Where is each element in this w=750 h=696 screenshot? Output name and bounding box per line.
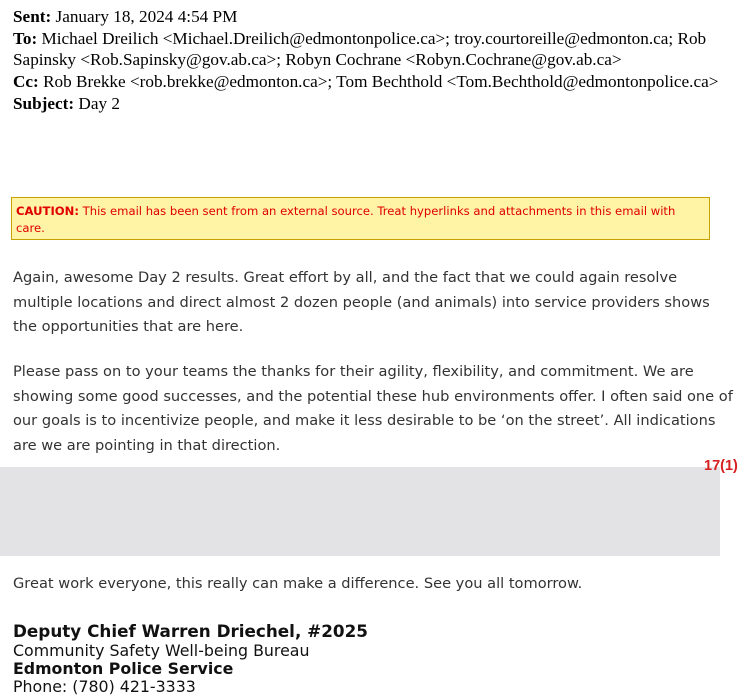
- to-label: To:: [13, 28, 38, 48]
- cc-row: [13, 71, 738, 93]
- signature-block: [13, 621, 733, 696]
- signature-bureau: Community Safety Well-being Bureau: [13, 641, 310, 660]
- subject-value: Day 2: [78, 93, 120, 113]
- subject-label: Subject:: [13, 93, 75, 113]
- sent-label: Sent:: [13, 7, 52, 26]
- sent-value: January 18, 2024 4:54 PM: [55, 7, 238, 26]
- to-row: [13, 28, 738, 71]
- redacted-block: [0, 467, 720, 556]
- email-header: [13, 6, 738, 115]
- signature-organization: Edmonton Police Service: [13, 659, 234, 678]
- external-caution-banner: [11, 197, 710, 240]
- signature-phone: Phone: (780) 421-3333: [13, 677, 196, 696]
- signature-name: Deputy Chief Warren Driechel, #2025: [13, 621, 368, 641]
- caution-text: This email has been sent from an external source. Treat hyperlinks and attachments in this email with care.: [16, 204, 676, 235]
- closing-line: Great work everyone, this really can make a difference. See you all tomorrow.: [13, 575, 583, 592]
- cc-label: Cc:: [13, 72, 39, 92]
- cc-value: Rob Brekke <rob.brekke@edmonton.ca>; Tom Bechthold <Tom.Bechthold@edmontonpolice.ca>: [43, 72, 719, 92]
- sent-row: [13, 6, 738, 28]
- body-paragraph-2: Please pass on to your teams the thanks for their agility, flexibility, and commitment. We are showing some good successes, and the potential these hub environments offer. I often said one of our goals is to incentivize people, and make it less desirable to be ‘on the street’. All indications are we are pointing in that direction.: [13, 363, 733, 454]
- to-value: Michael Dreilich <Michael.Dreilich@edmontonpolice.ca>; troy.courtoreille@edmonton.ca; Rob Sapinsky <Rob.Sapinsky@gov.ab.ca>; Robyn Cochrane <Robyn.Cochrane@gov.ab.ca>: [13, 28, 707, 70]
- body-paragraph-1: Again, awesome Day 2 results. Great effort by all, and the fact that we could again resolve multiple locations and direct almost 2 dozen people (and animals) into service providers shows the opportunities that are here.: [13, 269, 710, 335]
- subject-row: [13, 93, 738, 115]
- caution-label: CAUTION:: [16, 204, 79, 218]
- redaction-code: 17(1): [704, 458, 738, 474]
